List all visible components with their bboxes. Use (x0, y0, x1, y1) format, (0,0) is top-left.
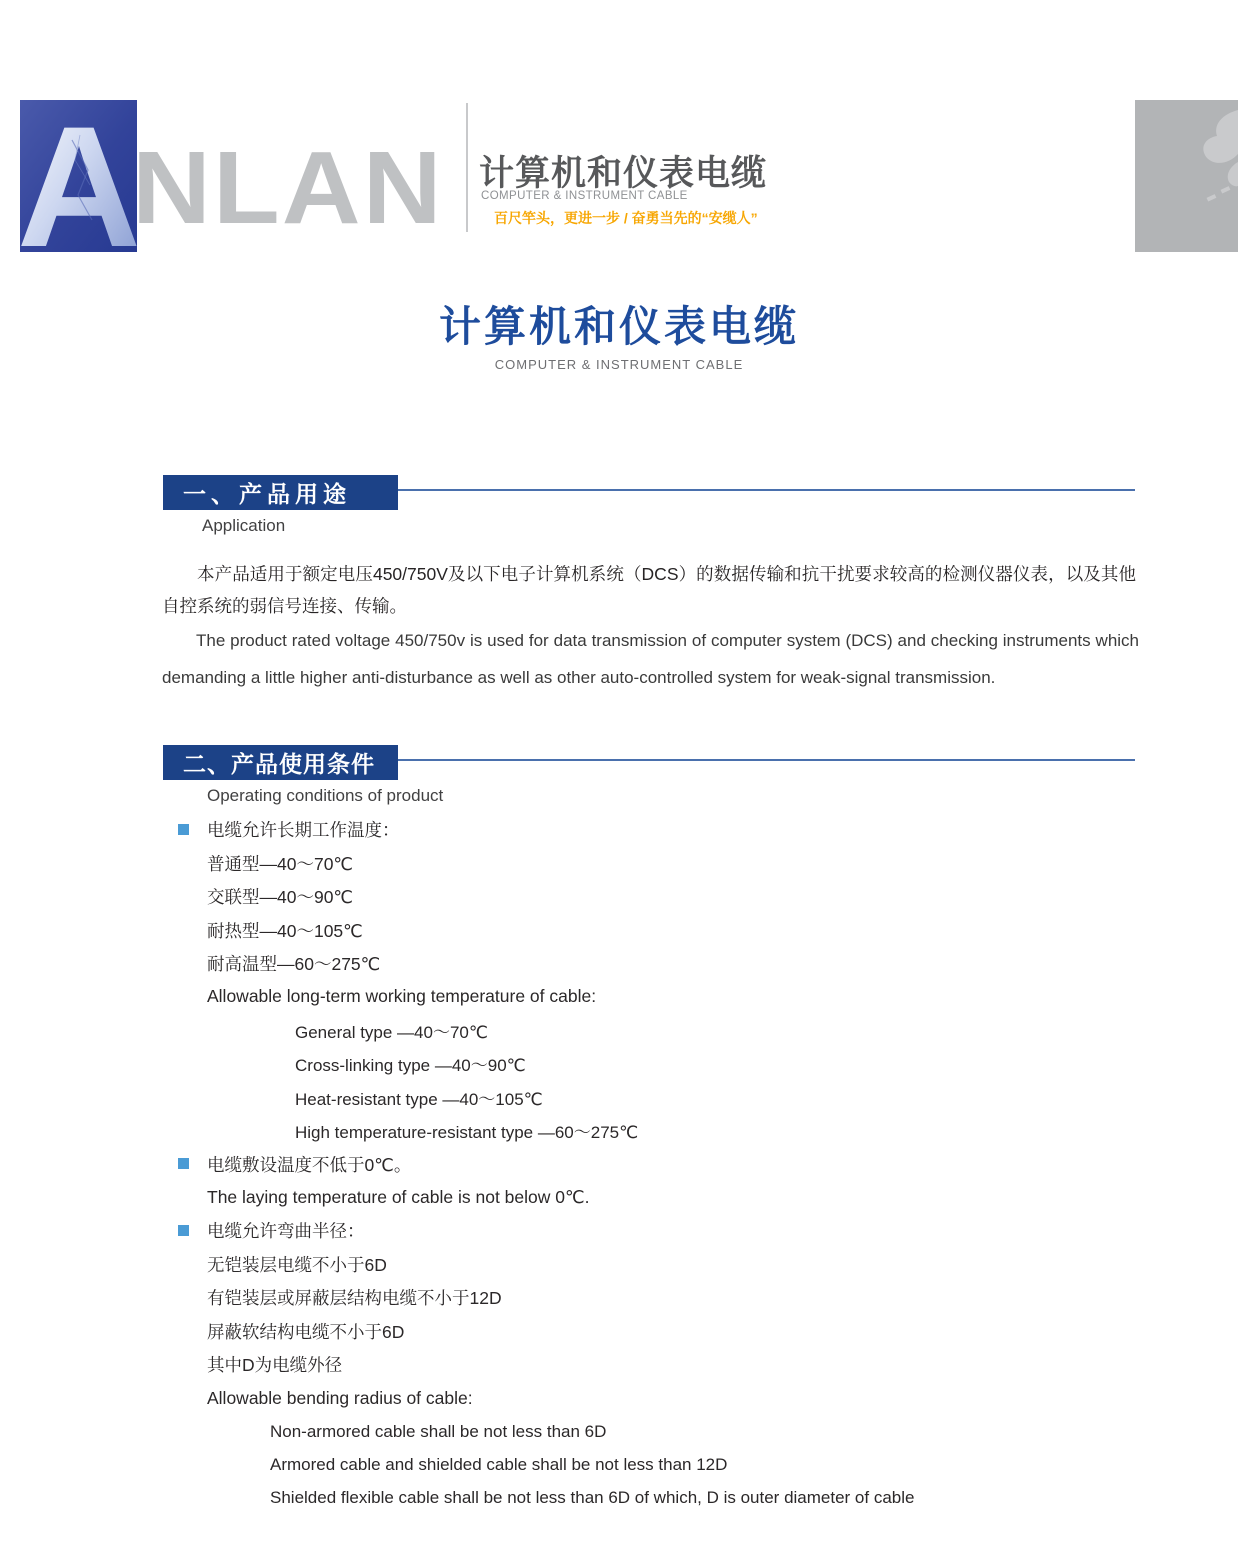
section2-rule-line (398, 759, 1135, 761)
condition-line (162, 1214, 1142, 1247)
condition-line (162, 846, 1142, 879)
condition-line (162, 1181, 1142, 1214)
condition-line (162, 1281, 1142, 1314)
condition-text: Allowable bending radius of cable: (207, 1387, 473, 1408)
page-title: 计算机和仪表电缆 (438, 303, 799, 350)
condition-text: 耐热型—40～105℃ (207, 920, 363, 941)
condition-line (162, 1348, 1142, 1381)
condition-line (162, 1147, 1142, 1180)
bullet-square-icon (178, 1225, 189, 1236)
condition-text: 电缆允许弯曲半径： (207, 1221, 365, 1242)
condition-text: High temperature-resistant type —60～275℃ (295, 1123, 639, 1143)
condition-text: 电缆敷设温度不低于0℃。 (207, 1154, 412, 1175)
condition-text: 屏蔽软结构电缆不小于6D (207, 1321, 405, 1342)
section2-heading-en: Operating conditions of product (207, 786, 444, 805)
condition-text: 其中D为电缆外径 (207, 1355, 343, 1376)
condition-text: 耐高温型—60～275℃ (207, 953, 381, 974)
condition-line (162, 947, 1142, 980)
condition-line (162, 1014, 1142, 1047)
condition-line (162, 813, 1142, 846)
header-product-subtitle: COMPUTER & INSTRUMENT CABLE (481, 190, 688, 202)
section1-heading-en: Application (202, 516, 286, 535)
bullet-square-icon (178, 824, 189, 835)
condition-text: Cross-linking type —40～90℃ (295, 1056, 526, 1076)
section2-heading-bar: 二、产品使用条件 (163, 745, 398, 780)
condition-line (162, 1114, 1142, 1147)
condition-text: General type —40～70℃ (295, 1022, 488, 1042)
condition-line (162, 1047, 1142, 1080)
header-slogan: 百尺竿头，更进一步 / 奋勇当先的“安缆人” (494, 210, 758, 226)
condition-text: 电缆允许长期工作温度： (207, 820, 400, 841)
header-product-title: 计算机和仪表电缆 (479, 154, 768, 193)
leaf-icon (1135, 100, 1238, 252)
condition-text: Allowable long-term working temperature of cable: (207, 986, 597, 1007)
condition-line (162, 1248, 1142, 1281)
condition-text: 有铠装层或屏蔽层结构电缆不小于12D (207, 1288, 502, 1309)
condition-line (162, 1315, 1142, 1348)
condition-text: 交联型—40～90℃ (207, 887, 354, 908)
condition-text: The laying temperature of cable is not below 0℃. (207, 1187, 590, 1208)
section1-rule-line (398, 489, 1135, 491)
logo-a-icon (20, 100, 137, 252)
condition-text: Armored cable and shielded cable shall be not less than 12D (270, 1455, 728, 1475)
condition-line (162, 1482, 1142, 1515)
svg-text:A: A (20, 100, 137, 252)
condition-text: Shielded flexible cable shall be not less than 6D of which, D is outer diameter of cable (270, 1488, 915, 1508)
condition-line (162, 980, 1142, 1013)
header-divider-line (466, 103, 468, 232)
section1-heading-bar: 一、产品用途 (163, 475, 398, 510)
condition-line (162, 1415, 1142, 1448)
bullet-square-icon (178, 1158, 189, 1169)
anlan-logo-mark (20, 100, 137, 252)
page-subtitle: COMPUTER & INSTRUMENT CABLE (494, 357, 744, 372)
condition-text: Heat-resistant type —40～105℃ (295, 1089, 543, 1109)
condition-line (162, 913, 1142, 946)
application-paragraph-cn: 本产品适用于额定电压450/750V及以下电子计算机系统（DCS）的数据传输和抗干扰要求较高的检测仪器仪表，以及其他自控系统的弱信号连接、传输。 (162, 564, 1136, 616)
condition-line (162, 1448, 1142, 1481)
condition-line (162, 880, 1142, 913)
operating-conditions-list (162, 813, 1142, 1515)
application-paragraph-en: The product rated voltage 450/750v is used for data transmission of computer system (DCS) and checking instruments which demanding a little higher anti-disturbance as well as other auto-controlled system for weak-signal transmission. (162, 631, 1139, 687)
condition-text: 普通型—40～70℃ (207, 853, 354, 874)
logo-nlan-letters: NLAN (132, 130, 444, 245)
condition-text: Non-armored cable shall be not less than 6D (270, 1421, 607, 1441)
condition-line (162, 1381, 1142, 1414)
corner-photo-placeholder (1135, 100, 1238, 252)
condition-line (162, 1081, 1142, 1114)
condition-text: 无铠装层电缆不小于6D (207, 1254, 387, 1275)
